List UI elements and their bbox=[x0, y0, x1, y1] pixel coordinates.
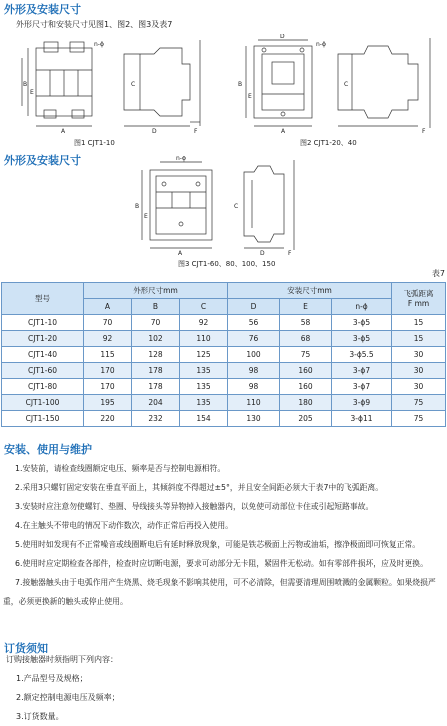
cell: 128 bbox=[132, 347, 180, 363]
figure-3-caption: 图3 CJT1-60、80、100、150 bbox=[178, 260, 276, 268]
header-col-n-phi: n-ϕ bbox=[332, 299, 392, 315]
cell: 170 bbox=[84, 379, 132, 395]
cell: 100 bbox=[228, 347, 280, 363]
cell: 3-ϕ5 bbox=[332, 315, 392, 331]
cell: 180 bbox=[280, 395, 332, 411]
cell: 30 bbox=[392, 347, 446, 363]
cell: CJT1-150 bbox=[2, 411, 84, 427]
cell: 160 bbox=[280, 363, 332, 379]
cell: 30 bbox=[392, 379, 446, 395]
cell: 3-ϕ11 bbox=[332, 411, 392, 427]
cell: 135 bbox=[180, 395, 228, 411]
cell: 3-ϕ9 bbox=[332, 395, 392, 411]
dim-label-d-3: D bbox=[260, 250, 265, 256]
dim-label-c: C bbox=[131, 81, 136, 88]
install-item: 6.使用时应定期检查各部件，检查时应切断电源，要求可动部分无卡阻，紧固件无松动。如有零部件损坏，应及时更换。 bbox=[15, 559, 428, 568]
cell: CJT1-40 bbox=[2, 347, 84, 363]
cell: 125 bbox=[180, 347, 228, 363]
cell: 110 bbox=[180, 331, 228, 347]
dim-label-c-2: C bbox=[344, 81, 349, 88]
section-heading-install: 安装、使用与维护 bbox=[4, 443, 92, 456]
dim-label-c-3: C bbox=[234, 203, 239, 210]
cell: 102 bbox=[132, 331, 180, 347]
header-arc-distance: 飞弧距离 F mm bbox=[392, 283, 446, 315]
cell: 98 bbox=[228, 363, 280, 379]
cell: 92 bbox=[180, 315, 228, 331]
cell: 15 bbox=[392, 315, 446, 331]
cell: 15 bbox=[392, 331, 446, 347]
cell: 178 bbox=[132, 379, 180, 395]
dim-label-n-phi: n-ϕ bbox=[94, 41, 104, 48]
section-heading-dimensions-2: 外形及安装尺寸 bbox=[4, 154, 81, 167]
intro-text: 外形尺寸和安装尺寸见图1、图2、图3及表7 bbox=[16, 20, 173, 29]
figure-1-caption: 图1 CJT1-10 bbox=[74, 139, 115, 147]
cell: 75 bbox=[280, 347, 332, 363]
cell: 56 bbox=[228, 315, 280, 331]
section-heading-order: 订货须知 bbox=[4, 642, 48, 655]
dimension-table bbox=[1, 282, 445, 427]
order-item: 3.订货数量。 bbox=[16, 712, 64, 721]
cell: 3-ϕ7 bbox=[332, 379, 392, 395]
install-item: 5.使用时如发现有不正常噪音或线圈断电后有延时释放现象，可能是铁芯极面上污物或油垢，擦净极面即可恢复正常。 bbox=[15, 540, 421, 549]
figure-3-drawing bbox=[134, 156, 302, 256]
cell: 68 bbox=[280, 331, 332, 347]
dim-label-f: F bbox=[194, 128, 198, 134]
cell: 30 bbox=[392, 363, 446, 379]
header-col-d: D bbox=[228, 299, 280, 315]
dim-label-e-3: E bbox=[144, 213, 148, 220]
install-item: 3.安装时应注意勿使螺钉、垫圈、导线接头等异物掉入接触器内，以免使可动部位卡住或引起短路事故。 bbox=[15, 502, 374, 511]
dim-label-b: B bbox=[23, 81, 28, 88]
dim-label-d-top-2: D bbox=[280, 34, 285, 40]
dim-label-d: D bbox=[152, 128, 157, 134]
header-col-b: B bbox=[132, 299, 180, 315]
order-list bbox=[6, 650, 120, 726]
table-row bbox=[2, 395, 446, 411]
header-col-e: E bbox=[280, 299, 332, 315]
dim-label-n-phi-2: n-ϕ bbox=[316, 41, 326, 48]
table-row bbox=[2, 315, 446, 331]
dim-label-a-3: A bbox=[178, 250, 183, 256]
cell: CJT1-10 bbox=[2, 315, 84, 331]
table-row bbox=[2, 363, 446, 379]
table-row bbox=[2, 347, 446, 363]
dim-label-e: E bbox=[30, 89, 34, 96]
cell: 135 bbox=[180, 379, 228, 395]
cell: CJT1-100 bbox=[2, 395, 84, 411]
header-outline: 外形尺寸mm bbox=[84, 283, 228, 299]
table-row bbox=[2, 411, 446, 427]
cell: 195 bbox=[84, 395, 132, 411]
install-item: 2.采用3只螺钉固定安装在垂直平面上，其倾斜度不得超过±5°，并且安全间距必须大于表7中的飞弧距离。 bbox=[15, 483, 384, 492]
figure-2-drawing bbox=[236, 34, 442, 134]
cell: 135 bbox=[180, 363, 228, 379]
dim-label-b-3: B bbox=[135, 203, 140, 210]
cell: CJT1-60 bbox=[2, 363, 84, 379]
dim-label-a: A bbox=[61, 128, 66, 134]
cell: 160 bbox=[280, 379, 332, 395]
cell: 92 bbox=[84, 331, 132, 347]
cell: 178 bbox=[132, 363, 180, 379]
order-item: 2.额定控制电源电压及频率； bbox=[16, 693, 120, 702]
cell: 75 bbox=[392, 411, 446, 427]
cell: 205 bbox=[280, 411, 332, 427]
cell: 76 bbox=[228, 331, 280, 347]
cell: 3-ϕ5.5 bbox=[332, 347, 392, 363]
cell: CJT1-20 bbox=[2, 331, 84, 347]
section-heading-dimensions: 外形及安装尺寸 bbox=[4, 3, 81, 16]
table-number: 表7 bbox=[431, 269, 445, 278]
dim-label-a-2: A bbox=[281, 128, 286, 134]
order-item: 1.产品型号及规格； bbox=[16, 674, 88, 683]
cell: 220 bbox=[84, 411, 132, 427]
dim-label-e-2: E bbox=[248, 93, 252, 100]
cell: 110 bbox=[228, 395, 280, 411]
cell: 170 bbox=[84, 363, 132, 379]
cell: 232 bbox=[132, 411, 180, 427]
cell: CJT1-80 bbox=[2, 379, 84, 395]
cell: 58 bbox=[280, 315, 332, 331]
cell: 154 bbox=[180, 411, 228, 427]
dim-label-f-3: F bbox=[288, 250, 292, 256]
order-intro: 订购接触器时须指明下列内容： bbox=[6, 655, 118, 664]
cell: 70 bbox=[84, 315, 132, 331]
install-item: 7.接触器触头由于电弧作用产生烧黑、烧毛现象不影响其使用，可不必清除，但需要清理周围喷溅的金属颗粒。如果烧损严重，必须更换新的触头或停止使用。 bbox=[3, 578, 436, 606]
figure-2-caption: 图2 CJT1-20、40 bbox=[300, 139, 357, 147]
install-instructions bbox=[3, 459, 444, 611]
cell: 70 bbox=[132, 315, 180, 331]
table-row bbox=[2, 331, 446, 347]
cell: 98 bbox=[228, 379, 280, 395]
install-item: 1.安装前，请检查线圈额定电压、频率是否与控制电源相符。 bbox=[15, 464, 226, 473]
table-row bbox=[2, 379, 446, 395]
dim-label-n-phi-3: n-ϕ bbox=[176, 156, 186, 162]
figure-1-drawing bbox=[14, 34, 214, 134]
cell: 75 bbox=[392, 395, 446, 411]
cell: 115 bbox=[84, 347, 132, 363]
header-model: 型号 bbox=[2, 283, 84, 315]
cell: 130 bbox=[228, 411, 280, 427]
cell: 3-ϕ5 bbox=[332, 331, 392, 347]
cell: 204 bbox=[132, 395, 180, 411]
cell: 3-ϕ7 bbox=[332, 363, 392, 379]
header-install: 安装尺寸mm bbox=[228, 283, 392, 299]
dim-label-f-2: F bbox=[422, 128, 426, 134]
dim-label-b-2: B bbox=[238, 81, 243, 88]
install-item: 4.在主触头不带电的情况下动作数次，动作正常后再投入使用。 bbox=[15, 521, 233, 530]
header-col-a: A bbox=[84, 299, 132, 315]
header-col-c: C bbox=[180, 299, 228, 315]
